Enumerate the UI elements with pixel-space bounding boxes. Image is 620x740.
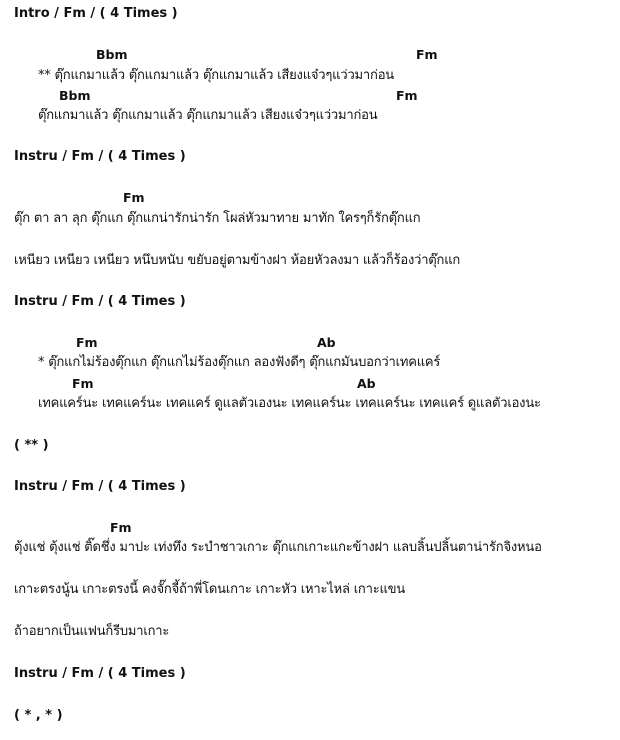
chord-label: Fm (123, 190, 145, 205)
instru-heading: Instru / Fm / ( 4 Times ) (14, 294, 186, 309)
lyric-line: เกาะตรงนู้น เกาะตรงนี้ คงจั๊กจี้ถ้าพี่โดนเกาะ เกาะหัว เหาะไหล่ เกาะแขน (14, 582, 406, 597)
repeat-marker: ( ** ) (14, 438, 49, 453)
instru-heading: Instru / Fm / ( 4 Times ) (14, 666, 186, 681)
lyric-line: ** ตุ๊กแกมาแล้ว ตุ๊กแกมาแล้ว ตุ๊กแกมาแล้ว เสียงแจ๋วๆแว่วมาก่อน (38, 68, 394, 83)
chord-label: Bbm (96, 47, 128, 62)
lyric-line: ตุ้งแช่ ตุ้งแช่ ติ๊ดชึ่ง มาปะ เท่งทึง ระบำชาวเกาะ ตุ๊กแกเกาะแกะข้างฝา แลบลิ้นปลิ้นตาน่ารักจิงหนอ (14, 540, 542, 555)
chord-label: Fm (72, 376, 94, 391)
instru-heading: Instru / Fm / ( 4 Times ) (14, 149, 186, 164)
lyric-line: ตุ๊ก ตา ลา ลุก ตุ๊กแก ตุ๊กแกน่ารักน่ารัก โผล่หัวมาทาย มาทัก ใครๆก็รักตุ๊กแก (14, 211, 421, 226)
chord-label: Fm (416, 47, 438, 62)
lyric-line: เทคแคร์นะ เทคแคร์นะ เทคแคร์ ดูแลตัวเองนะ เทคแคร์นะ เทคแคร์นะ เทคแคร์ ดูแลตัวเองนะ (38, 396, 541, 411)
lyric-line: * ตุ๊กแกไม่ร้องตุ๊กแก ตุ๊กแกไม่ร้องตุ๊กแก ลองฟังดีๆ ตุ๊กแกมันบอกว่าเทคแคร์ (38, 355, 441, 370)
lyric-line: ถ้าอยากเป็นแฟนก็รีบมาเกาะ (14, 624, 170, 639)
lyric-line: เหนียว เหนียว เหนียว หนึบหนับ ขยับอยู่ตามข้างฝา ห้อยหัวลงมา แล้วก็ร้องว่าตุ๊กแก (14, 253, 461, 268)
instru-heading: Instru / Fm / ( 4 Times ) (14, 479, 186, 494)
chord-label: Ab (357, 376, 376, 391)
repeat-marker: ( * , * ) (14, 708, 63, 723)
chord-label: Fm (110, 520, 132, 535)
chord-label: Fm (76, 335, 98, 350)
intro-heading: Intro / Fm / ( 4 Times ) (14, 6, 178, 21)
chord-label: Bbm (59, 88, 91, 103)
chord-label: Fm (396, 88, 418, 103)
lyric-line: ตุ๊กแกมาแล้ว ตุ๊กแกมาแล้ว ตุ๊กแกมาแล้ว เสียงแจ๋วๆแว่วมาก่อน (38, 108, 378, 123)
chord-label: Ab (317, 335, 336, 350)
